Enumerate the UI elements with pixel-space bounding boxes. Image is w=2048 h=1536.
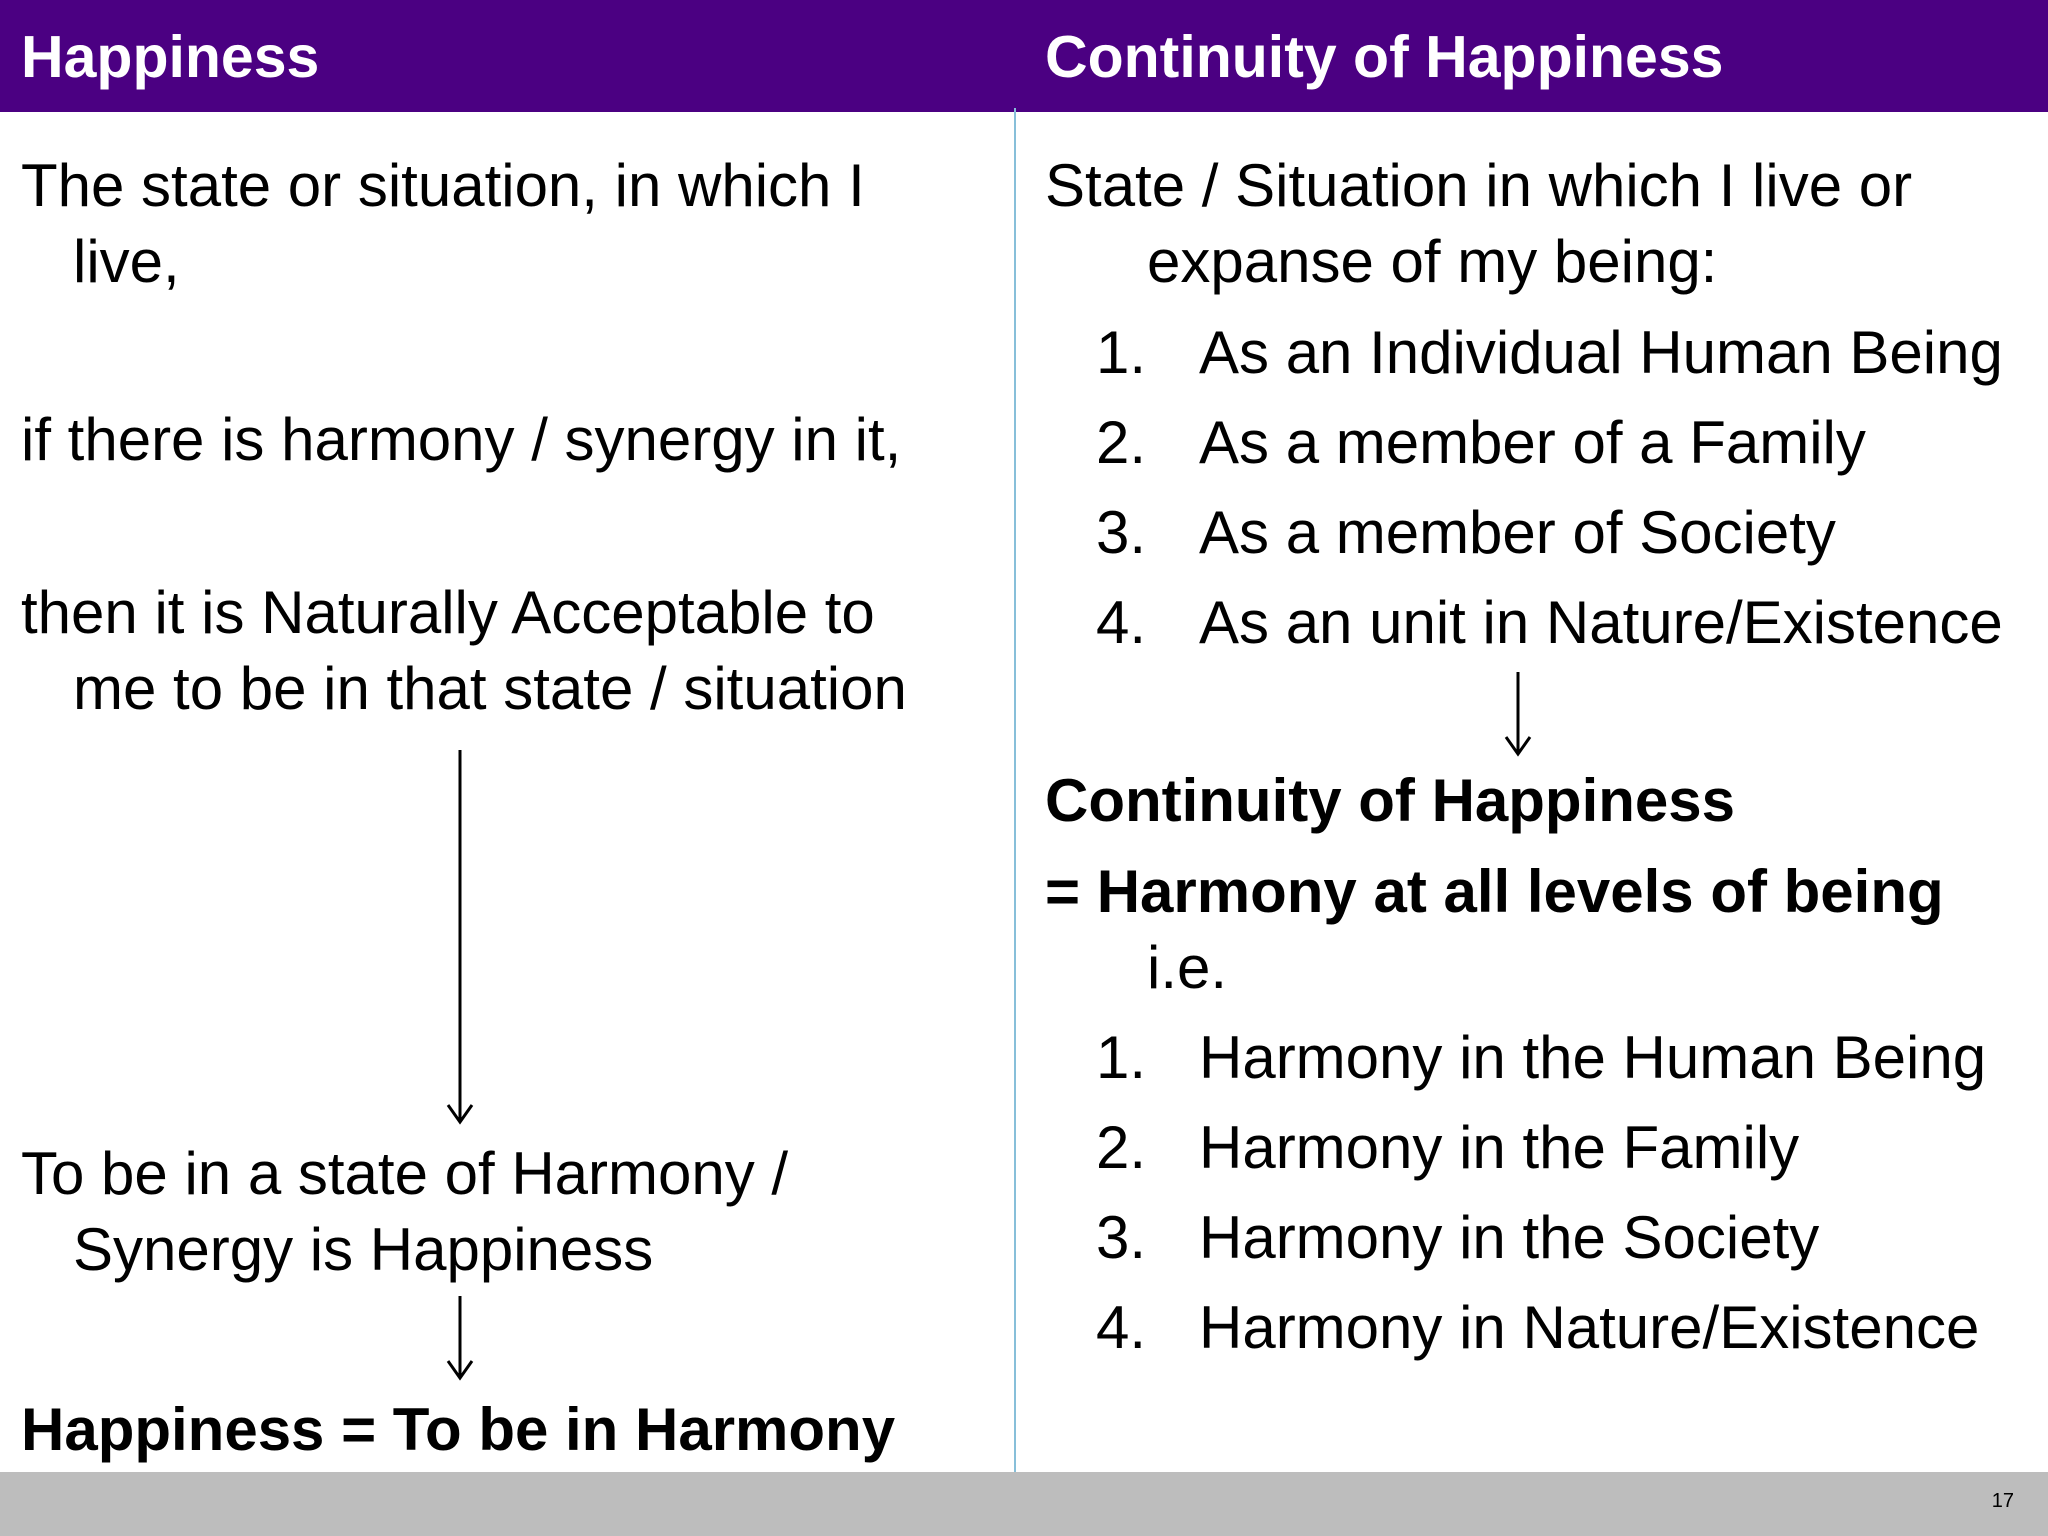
level-text: As a member of a Family bbox=[1199, 409, 1866, 476]
left-conclusion-line: Happiness = To be in Harmony bbox=[21, 1396, 896, 1463]
column-divider bbox=[1014, 108, 1016, 1474]
down-arrow-long bbox=[438, 748, 482, 1126]
right-intro-line2: expanse of my being: bbox=[1147, 228, 1718, 295]
left-para-state-line1: The state or situation, in which I bbox=[21, 152, 865, 219]
level-number: 3. bbox=[1096, 499, 1147, 566]
right-conclusion-title-text: Continuity of Happiness bbox=[1045, 767, 1735, 834]
harmony-text: Harmony in the Human Being bbox=[1199, 1024, 1987, 1091]
left-para-synergy-line2: Synergy is Happiness bbox=[73, 1216, 654, 1283]
harmony-number: 4. bbox=[1096, 1294, 1147, 1361]
level-text: As a member of Society bbox=[1199, 499, 1836, 566]
harmony-number: 1. bbox=[1096, 1024, 1147, 1091]
right-title: Continuity of Happiness bbox=[1045, 24, 1724, 90]
level-number: 1. bbox=[1096, 319, 1147, 386]
left-para-acceptable-line1: then it is Naturally Acceptable to bbox=[21, 579, 875, 646]
down-arrow-short-right bbox=[1496, 670, 1540, 758]
left-para-synergy bbox=[21, 1136, 788, 1288]
level-text: As an Individual Human Being bbox=[1199, 319, 2003, 386]
left-title: Happiness bbox=[21, 24, 320, 90]
down-arrow-short-left bbox=[438, 1294, 482, 1382]
harmony-number: 2. bbox=[1096, 1114, 1147, 1181]
right-conclusion-title bbox=[1045, 766, 1735, 836]
harmony-text: Harmony in Nature/Existence bbox=[1199, 1294, 1980, 1361]
right-conclusion-equation bbox=[1045, 857, 1944, 927]
harmony-number: 3. bbox=[1096, 1204, 1147, 1271]
right-intro bbox=[1045, 148, 1912, 300]
left-para-harmony-line: if there is harmony / synergy in it, bbox=[21, 406, 902, 473]
left-para-state bbox=[21, 148, 865, 300]
title-bar bbox=[0, 0, 2048, 112]
level-number: 4. bbox=[1096, 589, 1147, 656]
page-number: 17 bbox=[1991, 1490, 2014, 1512]
right-intro-line1: State / Situation in which I live or bbox=[1045, 152, 1913, 219]
left-para-acceptable-line2: me to be in that state / situation bbox=[73, 655, 907, 722]
level-text: As an unit in Nature/Existence bbox=[1199, 589, 2003, 656]
left-para-harmony bbox=[21, 402, 901, 478]
right-conclusion-equation-text: = Harmony at all levels of being bbox=[1045, 858, 1944, 925]
right-ie-text: i.e. bbox=[1147, 934, 1228, 1001]
left-para-state-line2: live, bbox=[73, 228, 180, 295]
harmony-text: Harmony in the Family bbox=[1199, 1114, 1800, 1181]
level-number: 2. bbox=[1096, 409, 1147, 476]
left-para-acceptable bbox=[21, 575, 907, 727]
left-conclusion bbox=[21, 1392, 895, 1468]
right-ie bbox=[1147, 933, 1227, 1003]
left-para-synergy-line1: To be in a state of Harmony / bbox=[21, 1140, 789, 1207]
harmony-text: Harmony in the Society bbox=[1199, 1204, 1820, 1271]
footer-bar bbox=[0, 1472, 2048, 1536]
